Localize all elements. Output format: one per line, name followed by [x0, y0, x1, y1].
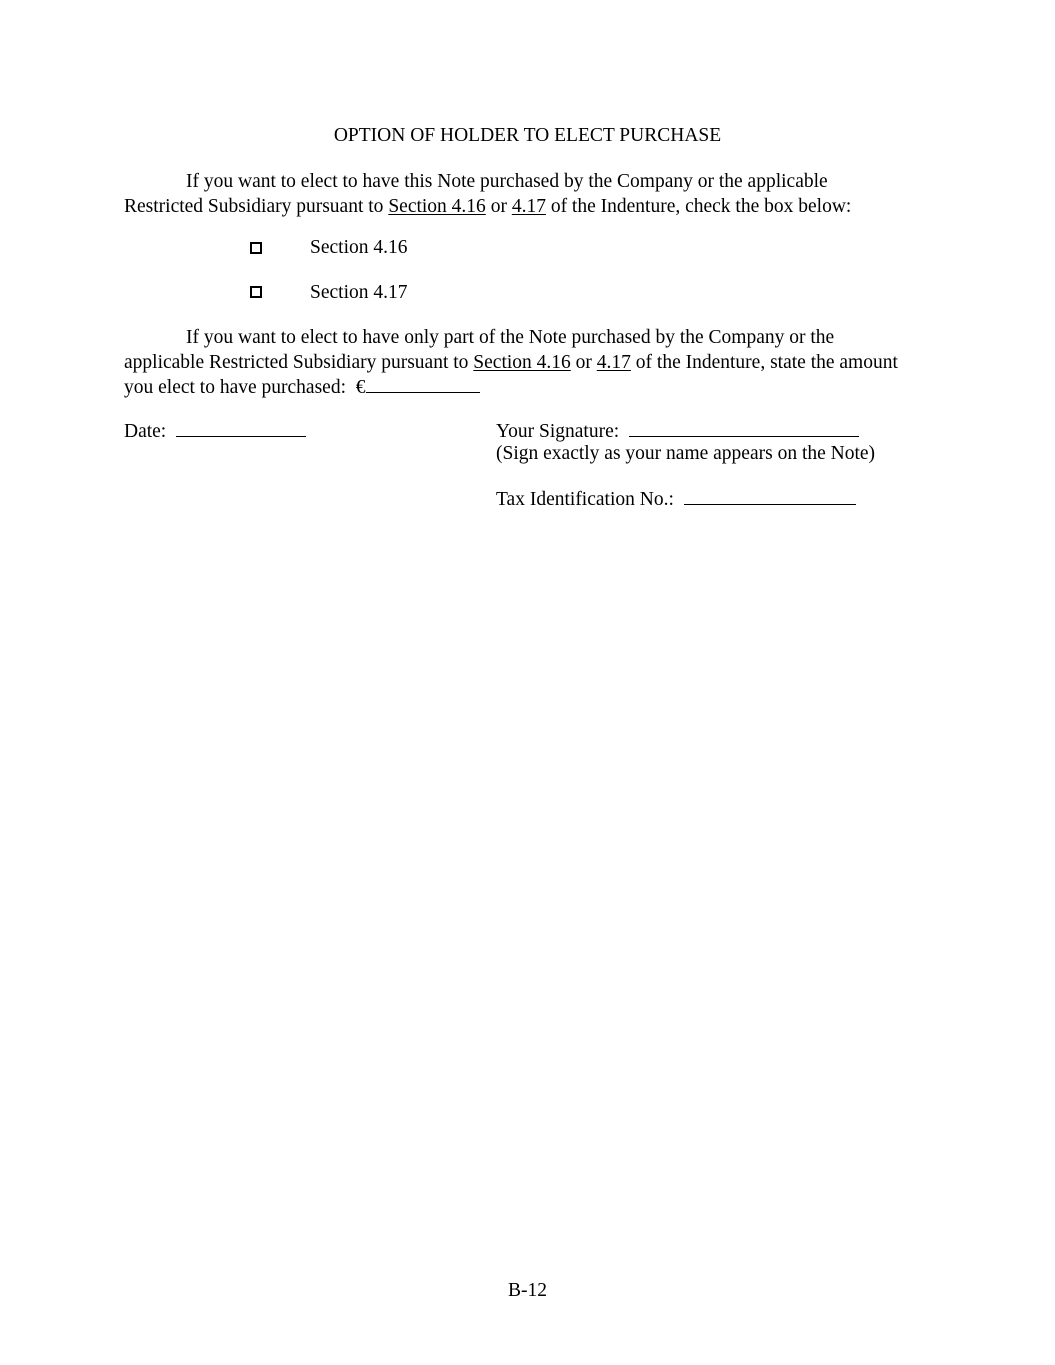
page-number: B-12	[508, 1280, 547, 1301]
tax-id-line	[496, 487, 856, 511]
intro-text-a: If you want to elect to have this Note purchased by the Company or the applicable Restricted Subsidiary pursuant to	[124, 171, 828, 217]
tax-id-blank[interactable]	[684, 487, 856, 505]
date-line	[124, 419, 306, 443]
tax-id-label: Tax Identification No.:	[496, 489, 674, 510]
partial-text-c: of the Indenture, state the amount you elect to have purchased:	[124, 351, 898, 398]
currency-symbol: €	[355, 377, 366, 398]
intro-text-c: of the Indenture, check the box below:	[545, 195, 852, 217]
section-4-17-reference-2: 4.17	[596, 351, 631, 373]
intro-text-b: or	[485, 195, 512, 217]
section-4-16-checkbox[interactable]	[250, 242, 262, 254]
section-4-16-reference-2: Section 4.16	[473, 351, 571, 373]
date-label: Date:	[124, 421, 167, 442]
signature-label: Your Signature:	[496, 421, 620, 442]
section-4-17-checkbox[interactable]	[250, 286, 262, 298]
signature-note: (Sign exactly as your name appears on the Note)	[496, 443, 876, 464]
partial-text-a: If you want to elect to have only part of the Note purchased by the Company or the applicable Restricted Subsidiary pursuant to	[124, 327, 835, 373]
page-title: OPTION OF HOLDER TO ELECT PURCHASE	[333, 125, 722, 146]
amount-blank[interactable]	[366, 375, 480, 393]
partial-purchase-paragraph	[124, 326, 904, 401]
signature-blank[interactable]	[629, 419, 859, 437]
date-blank[interactable]	[176, 419, 306, 437]
section-4-16-reference: Section 4.16	[388, 195, 486, 217]
partial-text-b: or	[570, 351, 597, 373]
intro-paragraph	[124, 170, 904, 219]
section-4-17-reference: 4.17	[511, 195, 546, 217]
signature-line	[496, 419, 859, 443]
section-4-16-option-label: Section 4.16	[310, 237, 408, 258]
section-4-17-option-label: Section 4.17	[310, 282, 408, 303]
